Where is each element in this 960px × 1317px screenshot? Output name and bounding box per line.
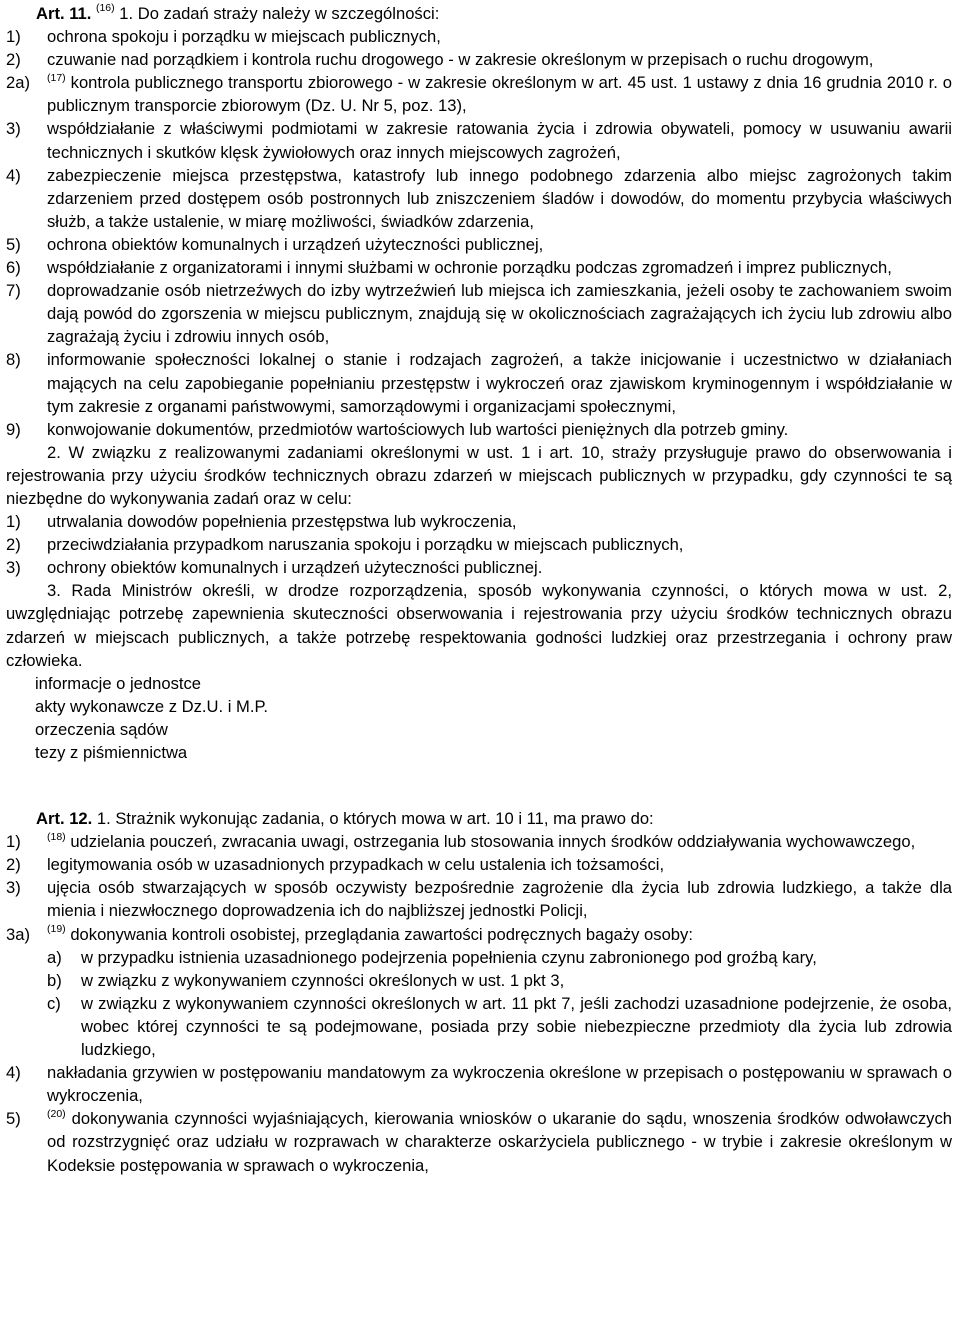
list-item: 5) ochrona obiektów komunalnych i urządzeń użyteczności publicznej, (6, 234, 544, 254)
list-item: 2) przeciwdziałania przypadkom naruszania spokoju i porządku w miejscach publicznych, (6, 535, 684, 555)
art12-p1-text: 1. Strażnik wykonując zadania, o których mowa w art. 10 i 11, ma prawo do: (96, 809, 654, 829)
list-item: 1) ochrona spokoju i porządku w miejscach publicznych, (6, 27, 441, 47)
art12-items (6, 830, 952, 1176)
list-item: 3) współdziałanie z właściwymi podmiotami w zakresie ratowania życia i zdrowia obywateli, pomocy w usuwaniu awarii technicznych i skutków klęsk żywiołowych oraz innych miejscowych zagrożeń, (6, 119, 952, 162)
list-item: 8) informowanie społeczności lokalnej o stanie i rodzajach zagrożeń, a także inicjowanie i uczestnictwo w działaniach mających na celu zapobieganie popełnianiu przestępstw i wykroczeń oraz zjawiskom kryminogennym i współdziałanie w tym zakresie z organami państwowymi, samorządowymi i organizacjami społecznymi, (6, 350, 952, 416)
link-implementing-acts[interactable]: akty wykonawcze z Dz.U. i M.P. (35, 696, 268, 716)
art11-p2-items (6, 510, 952, 579)
footnote-ref[interactable]: (18) (47, 830, 66, 843)
sub-list-item: c) w związku z wykonywaniem czynności określonych w art. 11 pkt 7, jeśli zachodzi uzasadnione podejrzenie, że osoba, wobec której czynności te są podejmowane, posiada przy sobie niebezpieczne przedmioty dla życia lub zdrowia ludzkiego, (47, 993, 952, 1060)
list-item: 4) nakładania grzywien w postępowaniu mandatowym za wykroczenia określone w przepisach o postępowaniu w sprawach o wykroczenia, (6, 1063, 952, 1106)
section-spacer (6, 764, 952, 805)
link-court-rulings[interactable]: orzeczenia sądów (35, 719, 168, 739)
list-item: 2) legitymowania osób w uzasadnionych przypadkach w celu ustalenia ich tożsamości, (6, 855, 665, 875)
footnote-ref[interactable]: (20) (47, 1107, 66, 1120)
footnote-ref[interactable]: (19) (47, 923, 66, 936)
list-item: 1) utrwalania dowodów popełnienia przestępstwa lub wykroczenia, (6, 512, 517, 532)
list-item: 1) $^{(18)}$ udzielania pouczeń, zwracania uwagi, ostrzegania lub stosowania innych środków oddziaływania wychowawczego, (6, 830, 916, 852)
art11-title: Art. 11. (36, 4, 92, 23)
list-item: 4) zabezpieczenie miejsca przestępstwa, katastrofy lub innego podobnego zdarzenia albo miejsc zagrożonych takim zdarzeniem przed dostępem osób postronnych lub zniszczeniem śladów i dowodów, do momentu przybycia właściwych służb, a także ustalenie, w miarę możliwości, świadków zdarzenia, (6, 165, 952, 231)
document (0, 2, 960, 1177)
art11-heading (6, 2, 952, 25)
link-unit-info[interactable]: informacje o jednostce (35, 673, 202, 693)
art11-p2: 2. W związku z realizowanymi zadaniami określonymi w ust. 1 i art. 10, straży przysługuje prawo do obserwowania i rejestrowania przy użyciu środków technicznych obrazu zdarzeń w miejscach publicznych w przypadku, gdy czynności te są niezbędne do wykonywania zadań oraz w celu: (6, 442, 952, 508)
footnote-ref[interactable]: (17) (47, 71, 66, 84)
art11-p3: 3. Rada Ministrów określi, w drodze rozporządzenia, sposób wykonywania czynności, o których mowa w ust. 2, uwzględniając potrzebę zapewnienia skuteczności obserwowania i rejestrowania przy użyciu środków technicznych obrazu zdarzeń w miejscach publicznych, a także potrzebę respektowania godności ludzkiej oraz przestrzegania i ochrony praw człowieka. (6, 581, 952, 670)
sub-list-item: a) w przypadku istnienia uzasadnionego podejrzenia popełnienia czynu zabronionego pod groźbą kary, (47, 947, 817, 967)
art11-p1-text: 1. Do zadań straży należy w szczególności: (119, 4, 440, 23)
link-commentary[interactable]: tezy z piśmiennictwa (35, 743, 188, 762)
related-links (6, 672, 952, 764)
art12-title: Art. 12. (36, 809, 93, 829)
list-item: 3) ochrony obiektów komunalnych i urządzeń użyteczności publicznej. (6, 558, 543, 578)
art11-footnote-ref[interactable]: (16) (95, 2, 115, 15)
list-item: 6) współdziałanie z organizatorami i innymi służbami w ochronie porządku podczas zgromadzeń i imprez publicznych, (6, 258, 892, 278)
list-item: 3a) $^{(19)}$ dokonywania kontroli osobistej, przeglądania zawartości podręcznych bagaży osoby: (6, 923, 693, 944)
list-item: 2a) $^{(17)}$ kontrola publicznego transportu zbiorowego - w zakresie określonym w art. 45 ust. 1 ustawy z dnia 16 grudnia 2010 r. o publicznym transporcie zbiorowym (Dz. U. Nr 5, poz. 13), (6, 71, 952, 116)
sub-list-item: b) w związku z wykonywaniem czynności określonych w ust. 1 pkt 3, (47, 970, 565, 990)
list-item: 5) $^{(20)}$ dokonywania czynności wyjaśniających, kierowania wniosków o ukaranie do sądu, wnoszenia środków odwoławczych od rozstrzygnięć oraz udziału w rozprawach w charakterze oskarżyciela publicznego - w trybie i zakresie określonym w Kodeksie postępowania w sprawach o wykroczenia, (6, 1107, 952, 1175)
list-item: 7) doprowadzanie osób nietrzeźwych do izby wytrzeźwień lub miejsca ich zamieszkania, jeżeli osoby te zachowaniem swoim dają powód do zgorszenia w miejscu publicznym, znajdują się w okolicznościach zagrażających ich życiu lub zdrowiu albo zagrażają życiu i zdrowiu innych osób, (6, 281, 952, 347)
list-item: 3) ujęcia osób stwarzających w sposób oczywisty bezpośrednie zagrożenie dla życia lub zdrowia ludzkiego, a także dla mienia i niezwłocznego doprowadzenia ich do najbliższej jednostki Policji, (6, 878, 952, 921)
art12-heading (6, 807, 952, 830)
list-item: 2) czuwanie nad porządkiem i kontrola ruchu drogowego - w zakresie określonym w przepisach o ruchu drogowym, (6, 50, 874, 70)
art11-items (6, 25, 952, 441)
list-item: 9) konwojowanie dokumentów, przedmiotów wartościowych lub wartości pieniężnych dla potrzeb gminy. (6, 419, 789, 439)
